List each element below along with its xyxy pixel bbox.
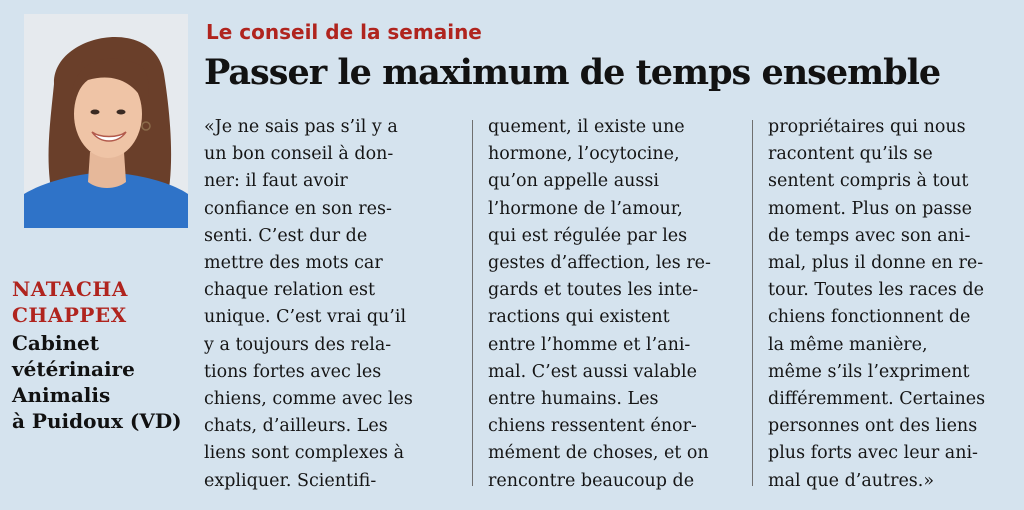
text-line: y a toujours des rela- (204, 334, 392, 355)
text-line: quement, il existe une (488, 117, 685, 137)
text-line: moment. Plus on passe (768, 198, 973, 219)
text-line: différemment. Certaines (768, 389, 986, 410)
article-column-1 (204, 114, 454, 495)
section-kicker: Le conseil de la semaine (206, 20, 482, 44)
text-line: même s’ils l’expriment (768, 361, 970, 382)
text-line: hormone, l’ocytocine, (488, 144, 680, 165)
text-line: ractions qui existent (488, 307, 670, 328)
text-line: un bon conseil à don- (204, 144, 394, 165)
text-line: mal que d’autres.» (768, 470, 935, 491)
text-line: «Je ne sais pas s’il y a (204, 117, 398, 137)
text-line: gestes d’affection, les re- (488, 253, 711, 274)
text-line: chaque relation est (204, 280, 376, 301)
text-line: chiens, comme avec les (204, 389, 413, 410)
text-line: confiance en son res- (204, 198, 392, 219)
text-line: chiens ressentent énor- (488, 416, 697, 437)
text-line: tour. Toutes les races de (768, 280, 985, 301)
text-line: mettre des mots car (204, 253, 383, 274)
text-line: personnes ont des liens (768, 416, 978, 437)
author-affiliation: Cabinet vétérinaire Animalis à Puidoux (VD) (12, 331, 182, 433)
text-line: liens sont complexes à (204, 443, 405, 464)
text-line: gards et toutes les inte- (488, 280, 699, 301)
text-line: unique. C’est vrai qu’il (204, 307, 407, 328)
text-line: plus forts avec leur ani- (768, 443, 978, 464)
author-block (12, 276, 202, 434)
text-line: qui est régulée par les (488, 225, 688, 246)
text-line: l’hormone de l’amour, (488, 198, 683, 219)
text-line: mément de choses, et on (488, 443, 709, 464)
text-line: sentent compris à tout (768, 171, 969, 192)
author-name: NATACHA CHAPPEX (12, 277, 128, 327)
author-photo-illustration (24, 14, 188, 228)
text-line: ner: il faut avoir (204, 171, 348, 192)
text-line: rencontre beaucoup de (488, 470, 695, 491)
text-line: entre humains. Les (488, 389, 659, 410)
column-divider (472, 120, 473, 486)
column-divider (752, 120, 753, 486)
article-column-3 (768, 114, 1018, 495)
text-line: la même manière, (768, 334, 928, 355)
text-line: chats, d’ailleurs. Les (204, 416, 388, 437)
text-line: senti. C’est dur de (204, 225, 368, 246)
text-line: racontent qu’ils se (768, 144, 933, 165)
text-line: tions fortes avec les (204, 361, 382, 382)
text-line: mal, plus il donne en re- (768, 253, 984, 274)
text-line: expliquer. Scientifi- (204, 470, 377, 491)
author-photo (24, 14, 188, 228)
text-line: qu’on appelle aussi (488, 171, 659, 192)
text-line: de temps avec son ani- (768, 225, 971, 246)
article-column-2 (488, 114, 738, 495)
text-line: entre l’homme et l’ani- (488, 334, 691, 355)
text-line: mal. C’est aussi valable (488, 361, 697, 382)
headline: Passer le maximum de temps ensemble (204, 52, 941, 93)
text-line: propriétaires qui nous (768, 117, 966, 137)
text-line: chiens fonctionnent de (768, 307, 971, 328)
